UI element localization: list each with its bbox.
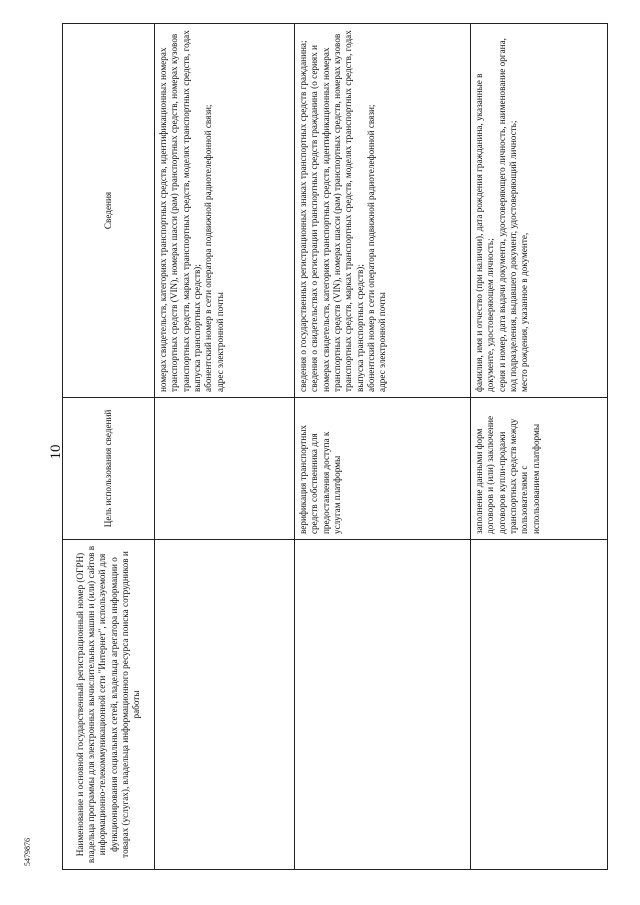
cell-name xyxy=(295,540,471,870)
info-line: фамилия, имя и отчество (при наличии), дата рождения гражданина, указанные в документе, удостоверяющем личность; xyxy=(474,73,496,392)
info-line: абонентский номер в сети оператора подвижной радиотелефонной связи; xyxy=(203,104,214,392)
cell-purpose: заполнение данными форм договоров и (или) заключение договоров купли-продажи транспортных средств между пользователями с использованием платформы xyxy=(471,398,608,540)
table-row xyxy=(155,24,295,870)
cell-info xyxy=(295,24,471,398)
header-info: Сведения xyxy=(63,24,155,398)
data-table xyxy=(62,23,608,870)
header-name: Наименование и основной государственный регистрационный номер (ОГРН) владельца программы для электронных вычислительных машин и (или) сайтов в информационно-телекоммуникационной сети "Интернет", используемой для функционирования социальных сетей, владельца агрегатора информации о товарах (услугах), владельца информационного ресурса поиска сотрудников и работы xyxy=(63,540,155,870)
cell-info xyxy=(155,24,295,398)
info-line: адрес электронной почты xyxy=(214,292,225,392)
info-line: абонентский номер в сети оператора подвижной радиотелефонной связи; xyxy=(365,104,376,392)
cell-purpose: верификация транспортных средств собственника для предоставления доступа к услугам платформы xyxy=(295,398,471,540)
table-row xyxy=(295,24,471,870)
info-line: место рождения, указанное в документе, xyxy=(519,232,530,392)
info-line: сведения о государственных регистрационных знаках транспортных средств гражданина; xyxy=(298,40,308,392)
info-line: серия и номер, дата выдачи документа, удостоверяющего личность, наименование органа, код подразделения, выдавшего документ, удостоверяющий личность; xyxy=(496,38,518,392)
info-line: номерах свидетельств, категориях транспортных средств, идентификационных номерах транспортных средств (VIN), номерах шасси (рам) транспортных средств, номерах кузовов транспортных средств, марках транспортных средств, моделях транспортных средств, годах выпуска транспортных средств); xyxy=(158,30,202,392)
cell-name xyxy=(471,540,608,870)
cell-name xyxy=(155,540,295,870)
cell-info xyxy=(471,24,608,398)
table-header-row xyxy=(63,24,155,870)
rotated-table-sheet xyxy=(62,24,608,870)
info-line: адрес электронной почты xyxy=(377,292,388,392)
document-id: 5479876 xyxy=(23,838,32,866)
cell-purpose xyxy=(155,398,295,540)
table-row xyxy=(471,24,608,870)
header-purpose: Цель использования сведений xyxy=(63,398,155,540)
info-line: сведения о свидетельствах о регистрации транспортных средств гражданина (о сериях и номерах свидетельств, категориях транспортных средств, идентификационных номерах транспортных средств (VIN), номерах шасси (рам) транспортных средств, номерах кузовов транспортных средств, марках транспортных средств, моделях транспортных средств, годах выпуска транспортных средств); xyxy=(309,30,365,392)
page-number: 10 xyxy=(48,444,64,460)
